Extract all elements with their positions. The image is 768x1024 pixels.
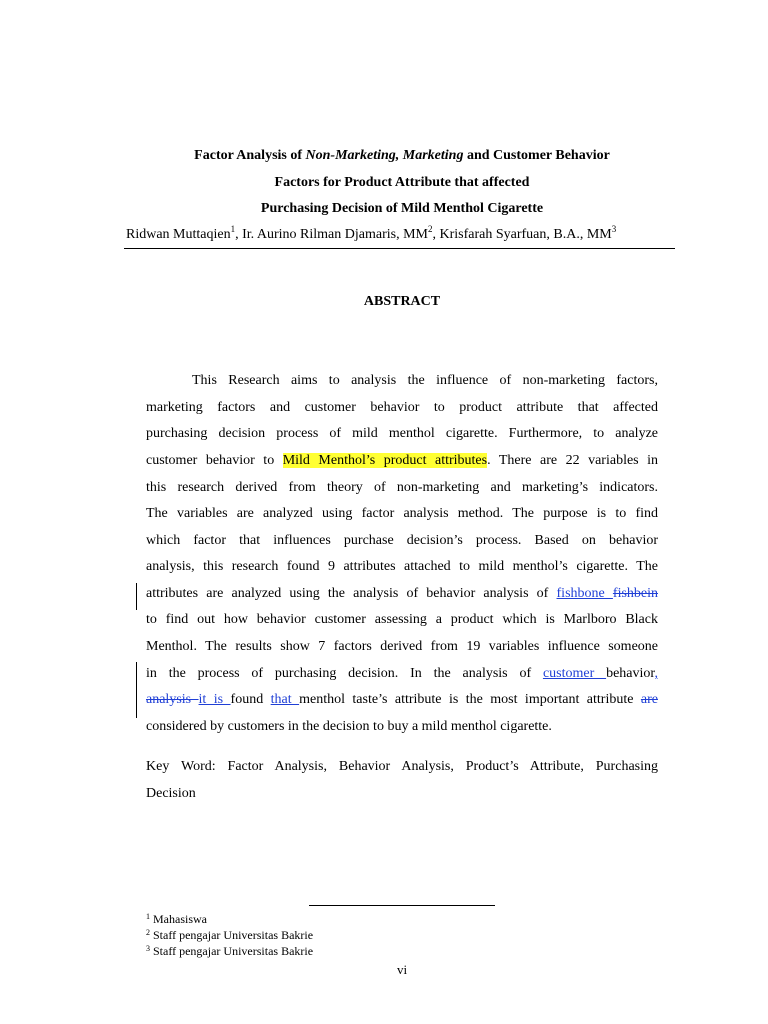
paper-title-line-2: Factors for Product Attribute that affected [274, 175, 530, 190]
tracked-deletion: fishbein [612, 586, 659, 601]
tracked-deletion: analysis [146, 692, 199, 707]
abstract-line [146, 690, 658, 710]
title-suffix: and Customer Behavior [463, 148, 610, 163]
author-divider [124, 248, 675, 249]
abstract-line [146, 664, 658, 684]
abstract-text: behavior [606, 666, 655, 681]
abstract-line [146, 451, 658, 471]
abstract-line: considered by customers in the decision to buy a mild menthol cigarette. [146, 719, 552, 734]
tracked-deletion: are [640, 692, 658, 707]
title-italic: Non-Marketing, Marketing [305, 148, 464, 163]
abstract-line: this research derived from theory of non-marketing and marketing’s indicators. [146, 480, 658, 495]
abstract-text: customer behavior to [146, 453, 283, 468]
title-prefix: Factor Analysis of [194, 148, 306, 163]
tracked-insertion: it is [198, 692, 231, 707]
abstract-text: attributes are analyzed using the analysis of behavior analysis of [146, 586, 557, 601]
abstract-line: This Research aims to analysis the influence of non-marketing factors, [192, 373, 658, 388]
highlighted-text: Mild Menthol’s product attributes [282, 453, 488, 468]
abstract-text: menthol taste’s attribute is the most important attribute [299, 692, 641, 707]
paper-title-line-1 [0, 147, 768, 165]
footnote-text: Staff pengajar Universitas Bakrie [153, 928, 314, 942]
keywords-line: Key Word: Factor Analysis, Behavior Analysis, Product’s Attribute, Purchasing [146, 759, 658, 774]
author-affiliation-mark: 2 [428, 224, 433, 234]
page-number: vi [396, 962, 408, 977]
tracked-insertion: , [654, 666, 658, 681]
abstract-line: which factor that influences purchase decision’s process. Based on behavior [146, 533, 658, 548]
abstract-line: purchasing decision process of mild menthol cigarette. Furthermore, to analyze [146, 426, 658, 441]
author-name: Ridwan Muttaqien [126, 227, 231, 242]
tracked-insertion: that [270, 692, 300, 707]
author-list [126, 226, 674, 244]
abstract-text: . There are 22 variables in [487, 453, 659, 468]
footnote-number: 1 [146, 912, 150, 921]
author-affiliation-mark: 3 [611, 224, 617, 234]
abstract-line: The variables are analyzed using factor analysis method. The purpose is to find [146, 506, 658, 521]
abstract-line: marketing factors and customer behavior to product attribute that affected [146, 400, 658, 415]
footnote-number: 2 [146, 928, 150, 937]
abstract-text: found [230, 692, 271, 707]
keywords-line: Decision [146, 786, 196, 801]
footnote-divider [309, 905, 495, 906]
change-bar [136, 662, 137, 718]
abstract-line [146, 584, 658, 604]
tracked-insertion: customer [542, 666, 607, 681]
footnote [146, 927, 313, 943]
abstract-line: analysis, this research found 9 attributes attached to mild menthol’s cigarette. The [146, 559, 658, 574]
author-name: , Krisfarah Syarfuan, B.A., MM [432, 227, 612, 242]
footnote-number: 3 [146, 944, 150, 953]
author-affiliation-mark: 1 [230, 224, 236, 234]
footnote-text: Mahasiswa [153, 912, 207, 926]
footnote [146, 943, 313, 959]
footnote [146, 911, 207, 927]
abstract-line: to find out how behavior customer assessing a product which is Marlboro Black [146, 612, 658, 627]
abstract-text: in the process of purchasing decision. In the analysis of [146, 666, 543, 681]
footnote-text: Staff pengajar Universitas Bakrie [153, 944, 314, 958]
abstract-heading: ABSTRACT [363, 294, 441, 309]
tracked-insertion: fishbone [556, 586, 613, 601]
paper-title-line-3: Purchasing Decision of Mild Menthol Cigarette [260, 201, 544, 216]
change-bar [136, 583, 137, 610]
abstract-line: Menthol. The results show 7 factors derived from 19 variables influence someone [146, 639, 658, 654]
author-name: , Ir. Aurino Rilman Djamaris, MM [235, 227, 428, 242]
